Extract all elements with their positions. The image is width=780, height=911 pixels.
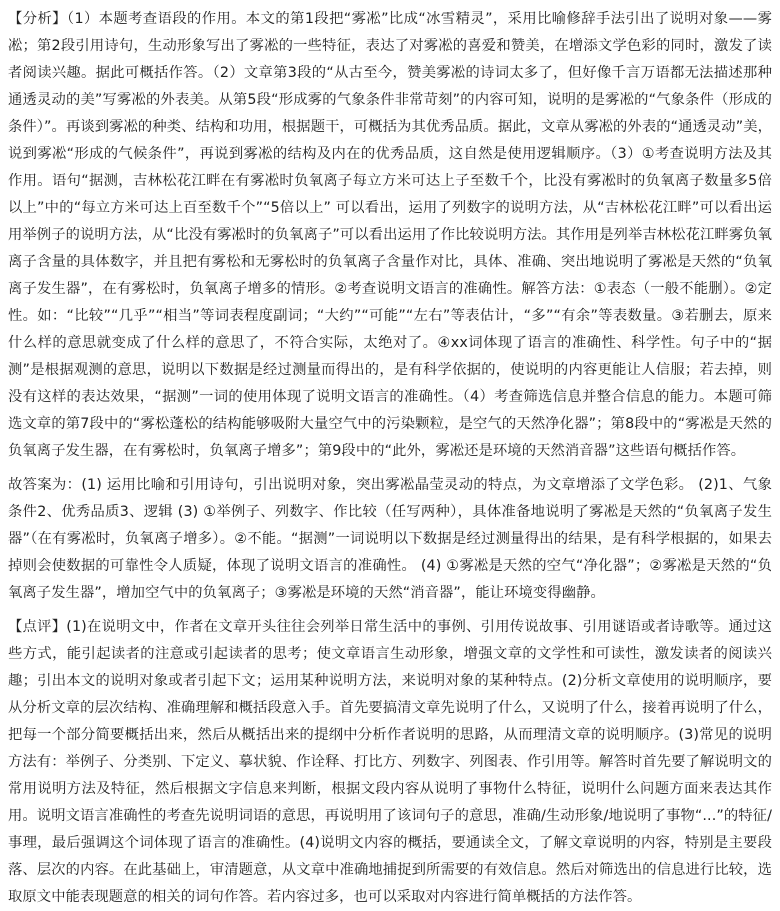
answer-paragraph: 故答案为：(1) 运用比喻和引用诗句，引出说明对象，突出雾凇晶莹灵动的特点，为文章增添了文学色彩。 (2)1、气象条件2、优秀品质3、逻辑 (3) ①举例子、列数字、作比较（任写两种），具体准备地说明了雾凇是天然的“负氧离子发生器”（在有雾凇时，负氧离子增多）。②不能。“据测”一词说明以下数据是经过测量得出的结果，是有科学根据的，如果去掉则会使数据的可靠性令人质疑，体现了说明文语言的准确性。 (4) ①雾凇是天然的空气“净化器”；②雾凇是天然的“负氧离子发生器”，增加空气中的负氧离子；③雾凇是环境的天然“消音器”，能让环境变得幽静。 [8, 477, 772, 601]
analysis-paragraph: 【分析】（1）本题考查语段的作用。本文的第1段把“雾凇”比成“冰雪精灵”，采用比喻修辞手法引出了说明对象——雾凇；第2段引用诗句，生动形象写出了雾凇的一些特征，表达了对雾凇的喜爱和赞美，在增添文学色彩的同时，激发了读者阅读兴趣。据此可概括作答。（2）文章第3段的“从古至今，赞美雾凇的诗词太多了，但好像千言万语都无法描述那种通透灵动的美”写雾凇的外表美。从第5段“形成雾的气象条件非常苛刻”的内容可知，说明的是雾凇的“气象条件（形成的条件）”。再谈到雾凇的种类、结构和功用，根据题干，可概括为其优秀品质。据此，文章从雾凇的外表的“通透灵动”美，说到雾凇“形成的气候条件”，再说到雾凇的结构及内在的优秀品质，这自然是使用逻辑顺序。（3）①考查说明方法及其作用。语句“据测，吉林松花江畔在有雾凇时负氧离子每立方米可达上子至数千个，比没有雾凇时的负氧离子数量多5倍以上”中的“每立方米可达上百至数千个”“5倍以上” 可以看出，运用了列数字的说明方法，从“吉林松花江畔”可以看出运用举例子的说明方法，从“比没有雾凇时的负氧离子”可以看出运用了作比较说明方法。其作用是列举吉林松花江畔雾负氧离子含量的具体数字，并且把有雾松和无雾松时的负氧离子含量作对比，具体、准确、突出地说明了雾凇是天然的“负氧离子发生器”，在有雾松时，负氧离子增多的情形。②考查说明文语言的准确性。解答方法：①表态（一般不能删）。②定性。如：“比较”“几乎”“相当”等词表程度副词；“大约”“可能”“左右”等表估计，“多”“有余”等表数量。③若删去，原来什么样的意思就变成了什么样的意思了，不符合实际，太绝对了。④xx词体现了语言的准确性、科学性。句子中的“据测”是根据观测的意思，说明以下数据是经过测量而得出的，是有科学依据的，使说明的内容更能让人信服；若去掉，则没有这样的表达效果，“据测”一词的使用体现了说明文语言的准确性。（4）考查筛选信息并整合信息的能力。本题可筛选文章的第7段中的“雾松蓬松的结构能够吸附大量空气中的污染颗粒，是空气的天然净化器”；第8段中的“雾凇是天然的负氧离子发生器，在有雾松时，负氧离子增多”；第9段中的“此外，雾凇还是环境的天然消音器”这些语句概括作答。 [8, 11, 773, 459]
comment-paragraph: 【点评】(1)在说明文中，作者在文章开头往往会列举日常生活中的事例、引用传说故事、引用谜语或者诗歌等。通过这些方式，能引起读者的注意或引起读者的思考；使文章语言生动形象，增强文章的文学性和可读性，激发读者的阅读兴趣；引出本文的说明对象或者引起下文；运用某种说明方法，来说明对象的某种特点。(2)分析文章使用的说明顺序，要从分析文章的层次结构、准确理解和概括段意入手。首先要搞清文章先说明了什么，又说明了什么，接着再说明了什么，把每一个部分简要概括出来，然后从概括出来的提纲中分析作者说明的思路，从而理清文章的说明顺序。(3)常见的说明方法有：举例子、分类别、下定义、摹状貌、作诠释、打比方、列数字、列图表、作引用等。解答时首先要了解说明文的常用说明方法及特征，然后根据文字信息来判断，根据文段内容从说明了事物什么特征，说明什么问题方面来表达其作用。说明文语言准确性的考查先说明词语的意思，再说明用了该词句子的意思，准确/生动形象/地说明了事物“...”的特征/事理，最后强调这个词体现了语言的准确性。(4)说明文内容的概括，要通读全文，了解文章说明的内容，特别是主要段落、层次的内容。在此基础上，审清题意，从文章中准确地捕捉到所需要的有效信息。然后对筛选出的信息进行比较，选取原文中能表现题意的相关的词句作答。若内容过多，也可以采取对内容进行简单概括的方法作答。 [8, 619, 772, 905]
